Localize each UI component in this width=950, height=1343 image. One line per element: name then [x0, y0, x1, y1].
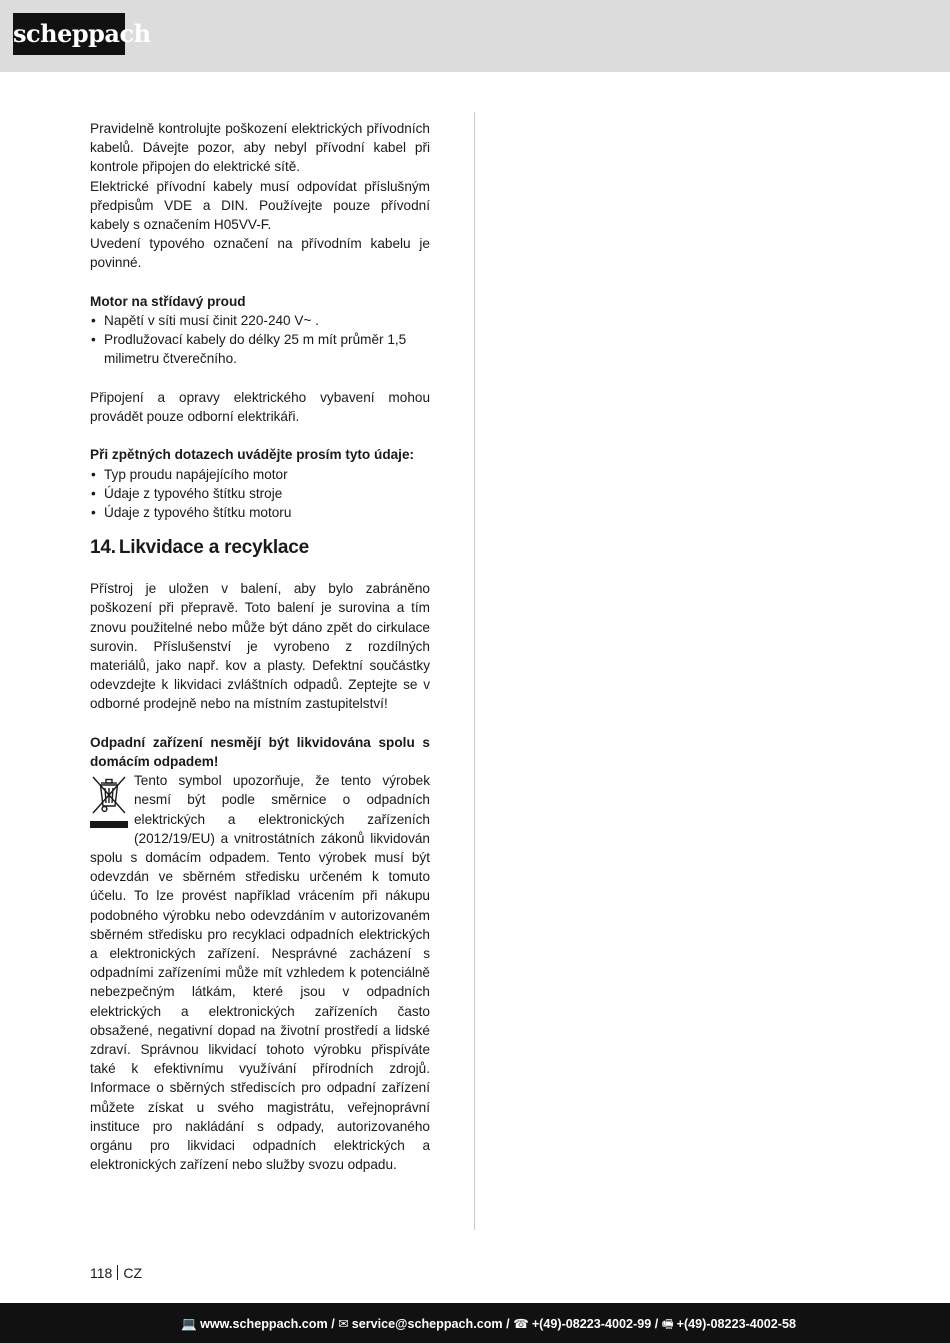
email-link[interactable]: service@scheppach.com: [351, 1317, 503, 1331]
intro-paragraph-2: Elektrické přívodní kabely musí odpovídat příslušným předpisům VDE a DIN. Používejte pouze přívodní kabely s označením H05VV-F.: [90, 178, 430, 233]
list-item: • Údaje z typového štítku stroje: [90, 484, 430, 503]
intro-paragraph-3: Uvedení typového označení na přívodním kabelu je povinné.: [90, 236, 430, 271]
list-item: • Typ proudu napájejícího motor: [90, 465, 430, 484]
section-number: 14.: [90, 537, 116, 559]
computer-icon: 💻: [181, 1317, 198, 1331]
inquiries-heading: Při zpětných dotazech uvádějte prosím tyto údaje:: [90, 447, 415, 463]
section-heading: [90, 536, 430, 560]
intro-paragraph-1: Pravidelně kontrolujte poškození elektrických přívodních kabelů. Dávejte pozor, aby nebyl přívodní kabel při kontrole připojen do elektrické sítě.: [90, 121, 430, 175]
envelope-icon: ✉: [338, 1317, 349, 1331]
list-item: • Údaje z typového štítku motoru: [90, 503, 430, 522]
header-bar: [0, 0, 950, 72]
list-item: • Prodlužovací kabely do délky 25 m mít průměr 1,5 milimetru čtverečního.: [90, 330, 430, 368]
crossed-out-wheelie-bin-icon: [90, 773, 128, 831]
phone-number: +(49)-08223-4002-99: [531, 1317, 652, 1331]
section-title: Likvidace a recyklace: [118, 537, 309, 559]
separator: /: [654, 1317, 659, 1331]
fax-number: +(49)-08223-4002-58: [676, 1317, 796, 1331]
page-number: 118: [90, 1265, 113, 1281]
phone-icon: ☎: [513, 1317, 529, 1331]
motor-heading: Motor na střídavý proud: [90, 293, 246, 309]
fax-icon: 🖷: [661, 1317, 674, 1331]
footer-bar: [0, 1303, 950, 1343]
main-column: [90, 119, 430, 1175]
web-link[interactable]: www.scheppach.com: [200, 1317, 328, 1331]
page-separator: [117, 1265, 118, 1280]
brand-logo: scheppach: [13, 13, 125, 55]
footer-contacts: [181, 1315, 796, 1336]
separator: /: [331, 1317, 335, 1331]
page-footer-label: [90, 1265, 142, 1281]
weee-block: [90, 771, 430, 1174]
weee-text: Tento symbol upozorňuje, že tento výrobek nesmí být podle směrnice o odpadních elektrických a elektronických zařízeních (2012/19/EU) a vnitrostátních zákonů likvidován spolu s domácím odpadem. Tento výrobek musí být odevzdán ve sběrném středisku určeném k tomuto účelu. To lze provést například vrácením při nákupu podobného výrobku nebo odevzdáním v autorizovaném sběrném středisku pro recyklaci odpadních elektrických a elektronických zařízení. Nesprávné zacházení s odpadními zařízeními může mít vzhledem k potenciálně nebezpečným látkám, které jsou v odpadních elektrických a elektronických zařízeních často obsažené, negativní dopad na životní prostředí a lidské zdraví. Správnou likvidací tohoto výrobku přispíváte také k efektivnímu využívání přírodních zdrojů. Informace o sběrných střediscích pro odpadní zařízení můžete získat u svého magistrátu, veřejnoprávní instituce pro nakládání s odpady, autorizovaného orgánu pro likvidaci odpadních elektrických a elektronických zařízení nebo služby svozu odpadu.: [90, 773, 430, 1173]
motor-bullet-list: [90, 311, 430, 369]
list-item: • Napětí v síti musí činit 220-240 V~ .: [90, 311, 430, 330]
language-code: CZ: [123, 1265, 142, 1281]
weee-heading: Odpadní zařízení nesmějí být likvidována spolu s domácím odpadem!: [90, 734, 430, 770]
separator: /: [506, 1317, 510, 1331]
inquiries-bullet-list: [90, 465, 430, 523]
connection-note: Připojení a opravy elektrického vybavení mohou provádět pouze odborní elektrikáři.: [90, 389, 430, 425]
column-divider: [474, 112, 475, 1230]
disposal-paragraph: Přístroj je uložen v balení, aby bylo zabráněno poškození při přepravě. Toto balení je surovina a tím znovu použitelné nebo může být dáno zpět do cirkulace surovin. Příslušenství je vyrobeno z rozdílných materiálů, jako např. kov a plasty. Defektní součástky odevzdejte k likvidaci zvláštních odpadů. Zeptejte se v odborné prodejně nebo na místním zastupitelství!: [90, 581, 430, 712]
